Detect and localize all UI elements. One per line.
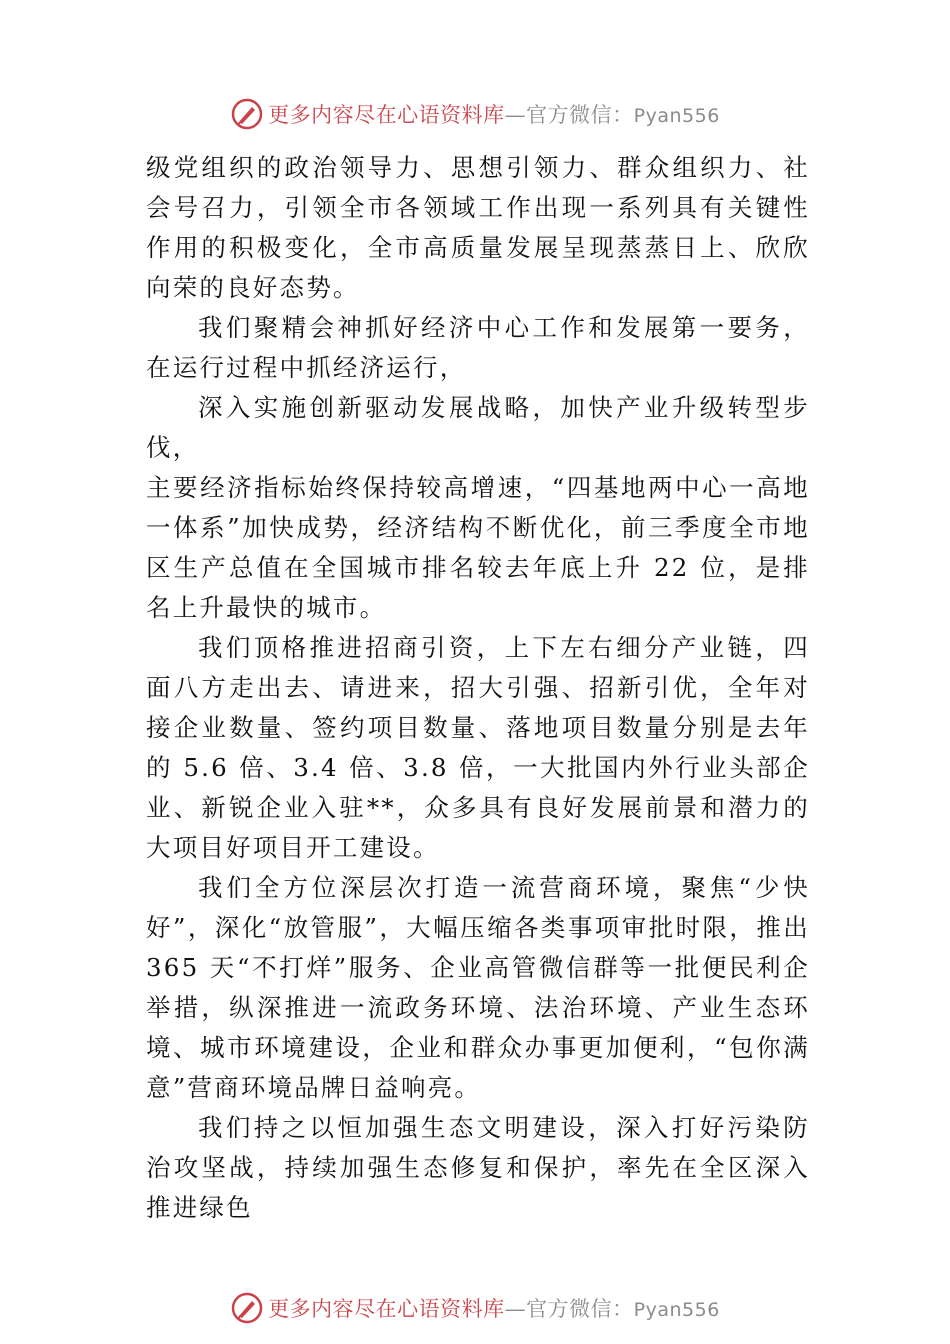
watermark-header	[0, 96, 950, 132]
paragraph: 主要经济指标始终保持较高增速，“四基地两中心一高地一体系”加快成势，经济结构不断优化，前三季度全市地区生产总值在全国城市排名较去年底上升 22 位，是排名上升最快的城市。	[146, 473, 810, 622]
watermark-wechat-label: 官方微信：	[526, 1297, 634, 1321]
watermark-wechat-id: Pyan556	[633, 105, 720, 127]
watermark-separator: —	[504, 1297, 527, 1321]
watermark-brand: 更多内容尽在心语资料库	[268, 103, 505, 127]
watermark-wechat-label: 官方微信：	[526, 103, 634, 127]
paragraph: 我们全方位深层次打造一流营商环境，聚焦“少快好”，深化“放管服”，大幅压缩各类事项审批时限，推出 365 天“不打烊”服务、企业高管微信群等一批便民利企举措，纵深推进一流政务环境、法治环境、产业生态环境、城市环境建设，企业和群众办事更加便利，“包你满意”营商环境品牌日益响亮。	[146, 873, 810, 1102]
pen-seal-icon	[230, 97, 264, 131]
paragraph: 我们顶格推进招商引资，上下左右细分产业链，四面八方走出去、请进来，招大引强、招新引优，全年对接企业数量、签约项目数量、落地项目数量分别是去年的 5.6 倍、3.4 倍、3.8 倍，一大批国内外行业头部企业、新锐企业入驻**，众多具有良好发展前景和潜力的大项目好项目开工建设。	[146, 633, 810, 862]
document-body	[146, 148, 810, 1228]
watermark-brand: 更多内容尽在心语资料库	[268, 1297, 505, 1321]
paragraph: 我们聚精会神抓好经济中心工作和发展第一要务，在运行过程中抓经济运行，	[146, 313, 810, 382]
watermark-wechat-id: Pyan556	[633, 1299, 720, 1321]
watermark-separator: —	[504, 103, 527, 127]
paragraph: 深入实施创新驱动发展战略，加快产业升级转型步伐，	[146, 393, 810, 462]
pen-seal-icon	[230, 1291, 264, 1325]
paragraph: 我们持之以恒加强生态文明建设，深入打好污染防治攻坚战，持续加强生态修复和保护，率先在全区深入推进绿色	[146, 1113, 810, 1222]
paragraph: 级党组织的政治领导力、思想引领力、群众组织力、社会号召力，引领全市各领域工作出现一系列具有关键性作用的积极变化，全市高质量发展呈现蒸蒸日上、欣欣向荣的良好态势。	[146, 153, 810, 302]
watermark-footer	[0, 1290, 950, 1326]
